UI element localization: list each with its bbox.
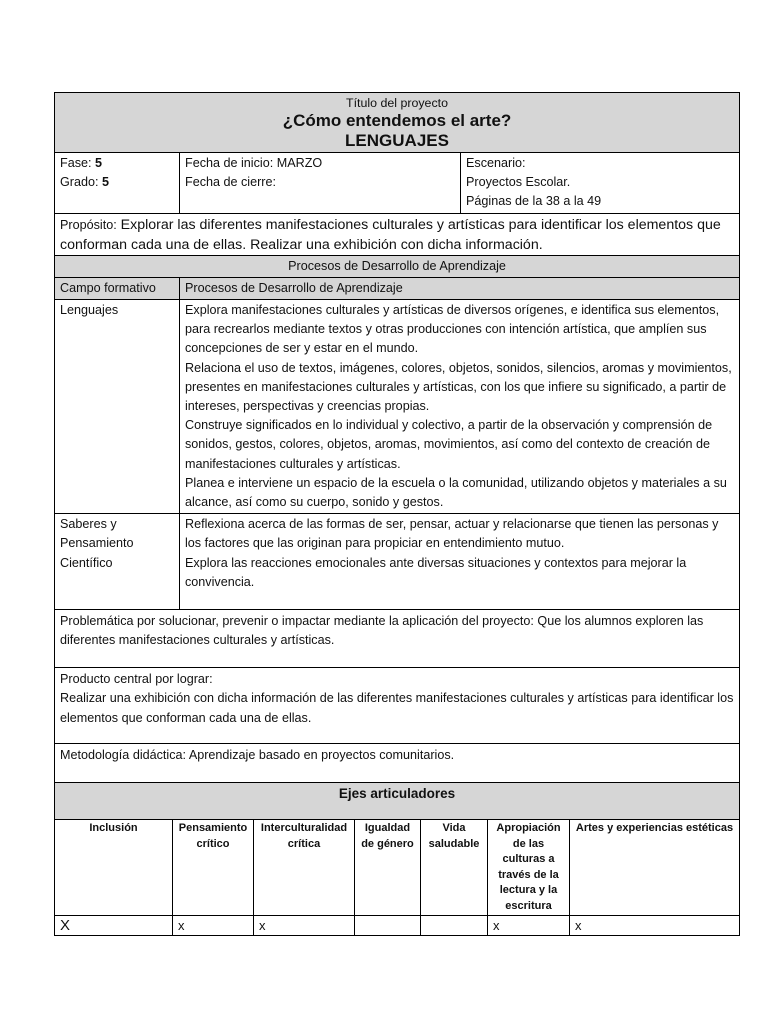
proposito-label: Propósito: <box>60 217 117 232</box>
saberes-procesos <box>180 514 740 610</box>
ejes-header-row <box>55 820 740 916</box>
eje-mark: x <box>254 916 355 936</box>
eje-mark: x <box>173 916 254 936</box>
eje-mark: x <box>570 916 740 936</box>
eje-mark <box>355 916 421 936</box>
fase-value: 5 <box>95 156 103 170</box>
lenguajes-row <box>55 300 740 514</box>
eje-header: Inclusión <box>55 820 173 916</box>
campo-formativo-header: Campo formativo <box>55 277 180 299</box>
lenguajes-procesos <box>180 300 740 514</box>
procesos-section-title: Procesos de Desarrollo de Aprendizaje <box>55 255 740 277</box>
problematica-row <box>55 610 740 668</box>
proposito-text: Explorar las diferentes manifestaciones culturales y artísticas para identificar los elementos que conforman cada una de ellas. Realizar una exhibición con dicha información. <box>60 216 721 253</box>
eje-header: Igualdad de género <box>355 820 421 916</box>
fecha-inicio: Fecha de inicio: MARZO <box>185 156 323 170</box>
producto-label: Producto central por lograr: <box>60 672 213 687</box>
eje-header: Artes y experiencias estéticas <box>570 820 740 916</box>
grado-label: Grado: <box>60 175 99 190</box>
paginas-range: Páginas de la 38 a la 49 <box>466 194 602 209</box>
proceso-item: Explora las reacciones emocionales ante diversas situaciones y contextos para mejorar la convivencia. <box>185 555 687 589</box>
eje-mark: X <box>55 916 173 936</box>
grado-value: 5 <box>102 175 110 190</box>
fecha-cierre: Fecha de cierre: <box>185 175 276 190</box>
ejes-title-row <box>55 783 740 820</box>
metodologia-text: Metodología didáctica: Aprendizaje basado en proyectos comunitarios. <box>55 744 740 783</box>
project-field: LENGUAJES <box>345 131 449 150</box>
producto-text: Realizar una exhibición con dicha información de las diferentes manifestaciones culturales y artísticas para identificar los elementos que conforman cada una de ellas. <box>60 691 734 725</box>
proposito-row <box>55 213 740 255</box>
project-title: ¿Cómo entendemos el arte? <box>282 111 512 130</box>
proceso-item: Relaciona el uso de textos, imágenes, colores, objetos, sonidos, silencios, aromas y movimientos, presentes en manifestaciones culturales y artísticas, con los que infiere su significado, a partir de intereses, perspectivas y creencias propias. <box>185 360 732 414</box>
project-planning-document <box>54 92 739 936</box>
fechas-cell <box>180 153 461 214</box>
proposito-cell <box>55 213 740 255</box>
header-cell <box>55 93 740 153</box>
eje-mark <box>421 916 488 936</box>
fase-grado-cell <box>55 153 180 214</box>
procesos-title-row <box>55 255 740 277</box>
producto-cell <box>55 668 740 744</box>
eje-mark: x <box>488 916 570 936</box>
procesos-header-row <box>55 277 740 299</box>
ejes-title: Ejes articuladores <box>55 783 740 820</box>
escenario-label: Escenario: <box>466 156 526 170</box>
campo-lenguajes: Lenguajes <box>55 300 180 514</box>
problematica-text: Problemática por solucionar, prevenir o impactar mediante la aplicación del proyecto: Que los alumnos exploren las diferentes manifestaciones culturales y artísticas. <box>55 610 740 668</box>
proceso-item: Construye significados en lo individual y colectivo, a partir de la observación y comprensión de sonidos, gestos, colores, objetos, aromas, movimientos, así como del contexto de creación de manifestaciones culturales y artísticas. <box>185 418 713 471</box>
escenario-cell <box>461 153 740 214</box>
ejes-marks-row <box>55 916 740 936</box>
producto-row <box>55 668 740 744</box>
procesos-header: Procesos de Desarrollo de Aprendizaje <box>180 277 740 299</box>
info-row <box>55 153 740 214</box>
eje-header: Pensamiento crítico <box>173 820 254 916</box>
eje-header: Vida saludable <box>421 820 488 916</box>
header-row <box>55 93 740 153</box>
proceso-item: Explora manifestaciones culturales y artísticas de diversos orígenes, e identifica sus elementos, para recrearlos mediante textos y otras producciones con intención artística, que amplíen sus concepciones de ser y estar en el mundo. <box>185 303 720 356</box>
project-table <box>54 92 740 783</box>
escenario-value: Proyectos Escolar. <box>466 175 571 190</box>
proceso-item: Planea e interviene un espacio de la escuela o la comunidad, utilizando objetos y materiales a su alcance, así como su cuerpo, sonido y gestos. <box>185 475 727 510</box>
project-title-label: Título del proyecto <box>346 96 448 110</box>
ejes-table <box>54 782 740 936</box>
saberes-row <box>55 514 740 610</box>
fase-label: Fase: <box>60 156 92 170</box>
eje-header: Apropiación de las culturas a través de la lectura y la escritura <box>488 820 570 916</box>
proceso-item: Reflexiona acerca de las formas de ser, pensar, actuar y relacionarse que tienen las personas y los factores que las originan para propiciar en entendimiento mutuo. <box>185 517 719 551</box>
metodologia-row <box>55 744 740 783</box>
campo-saberes: Saberes y Pensamiento Científico <box>55 514 180 610</box>
eje-header: Interculturalidad crítica <box>254 820 355 916</box>
